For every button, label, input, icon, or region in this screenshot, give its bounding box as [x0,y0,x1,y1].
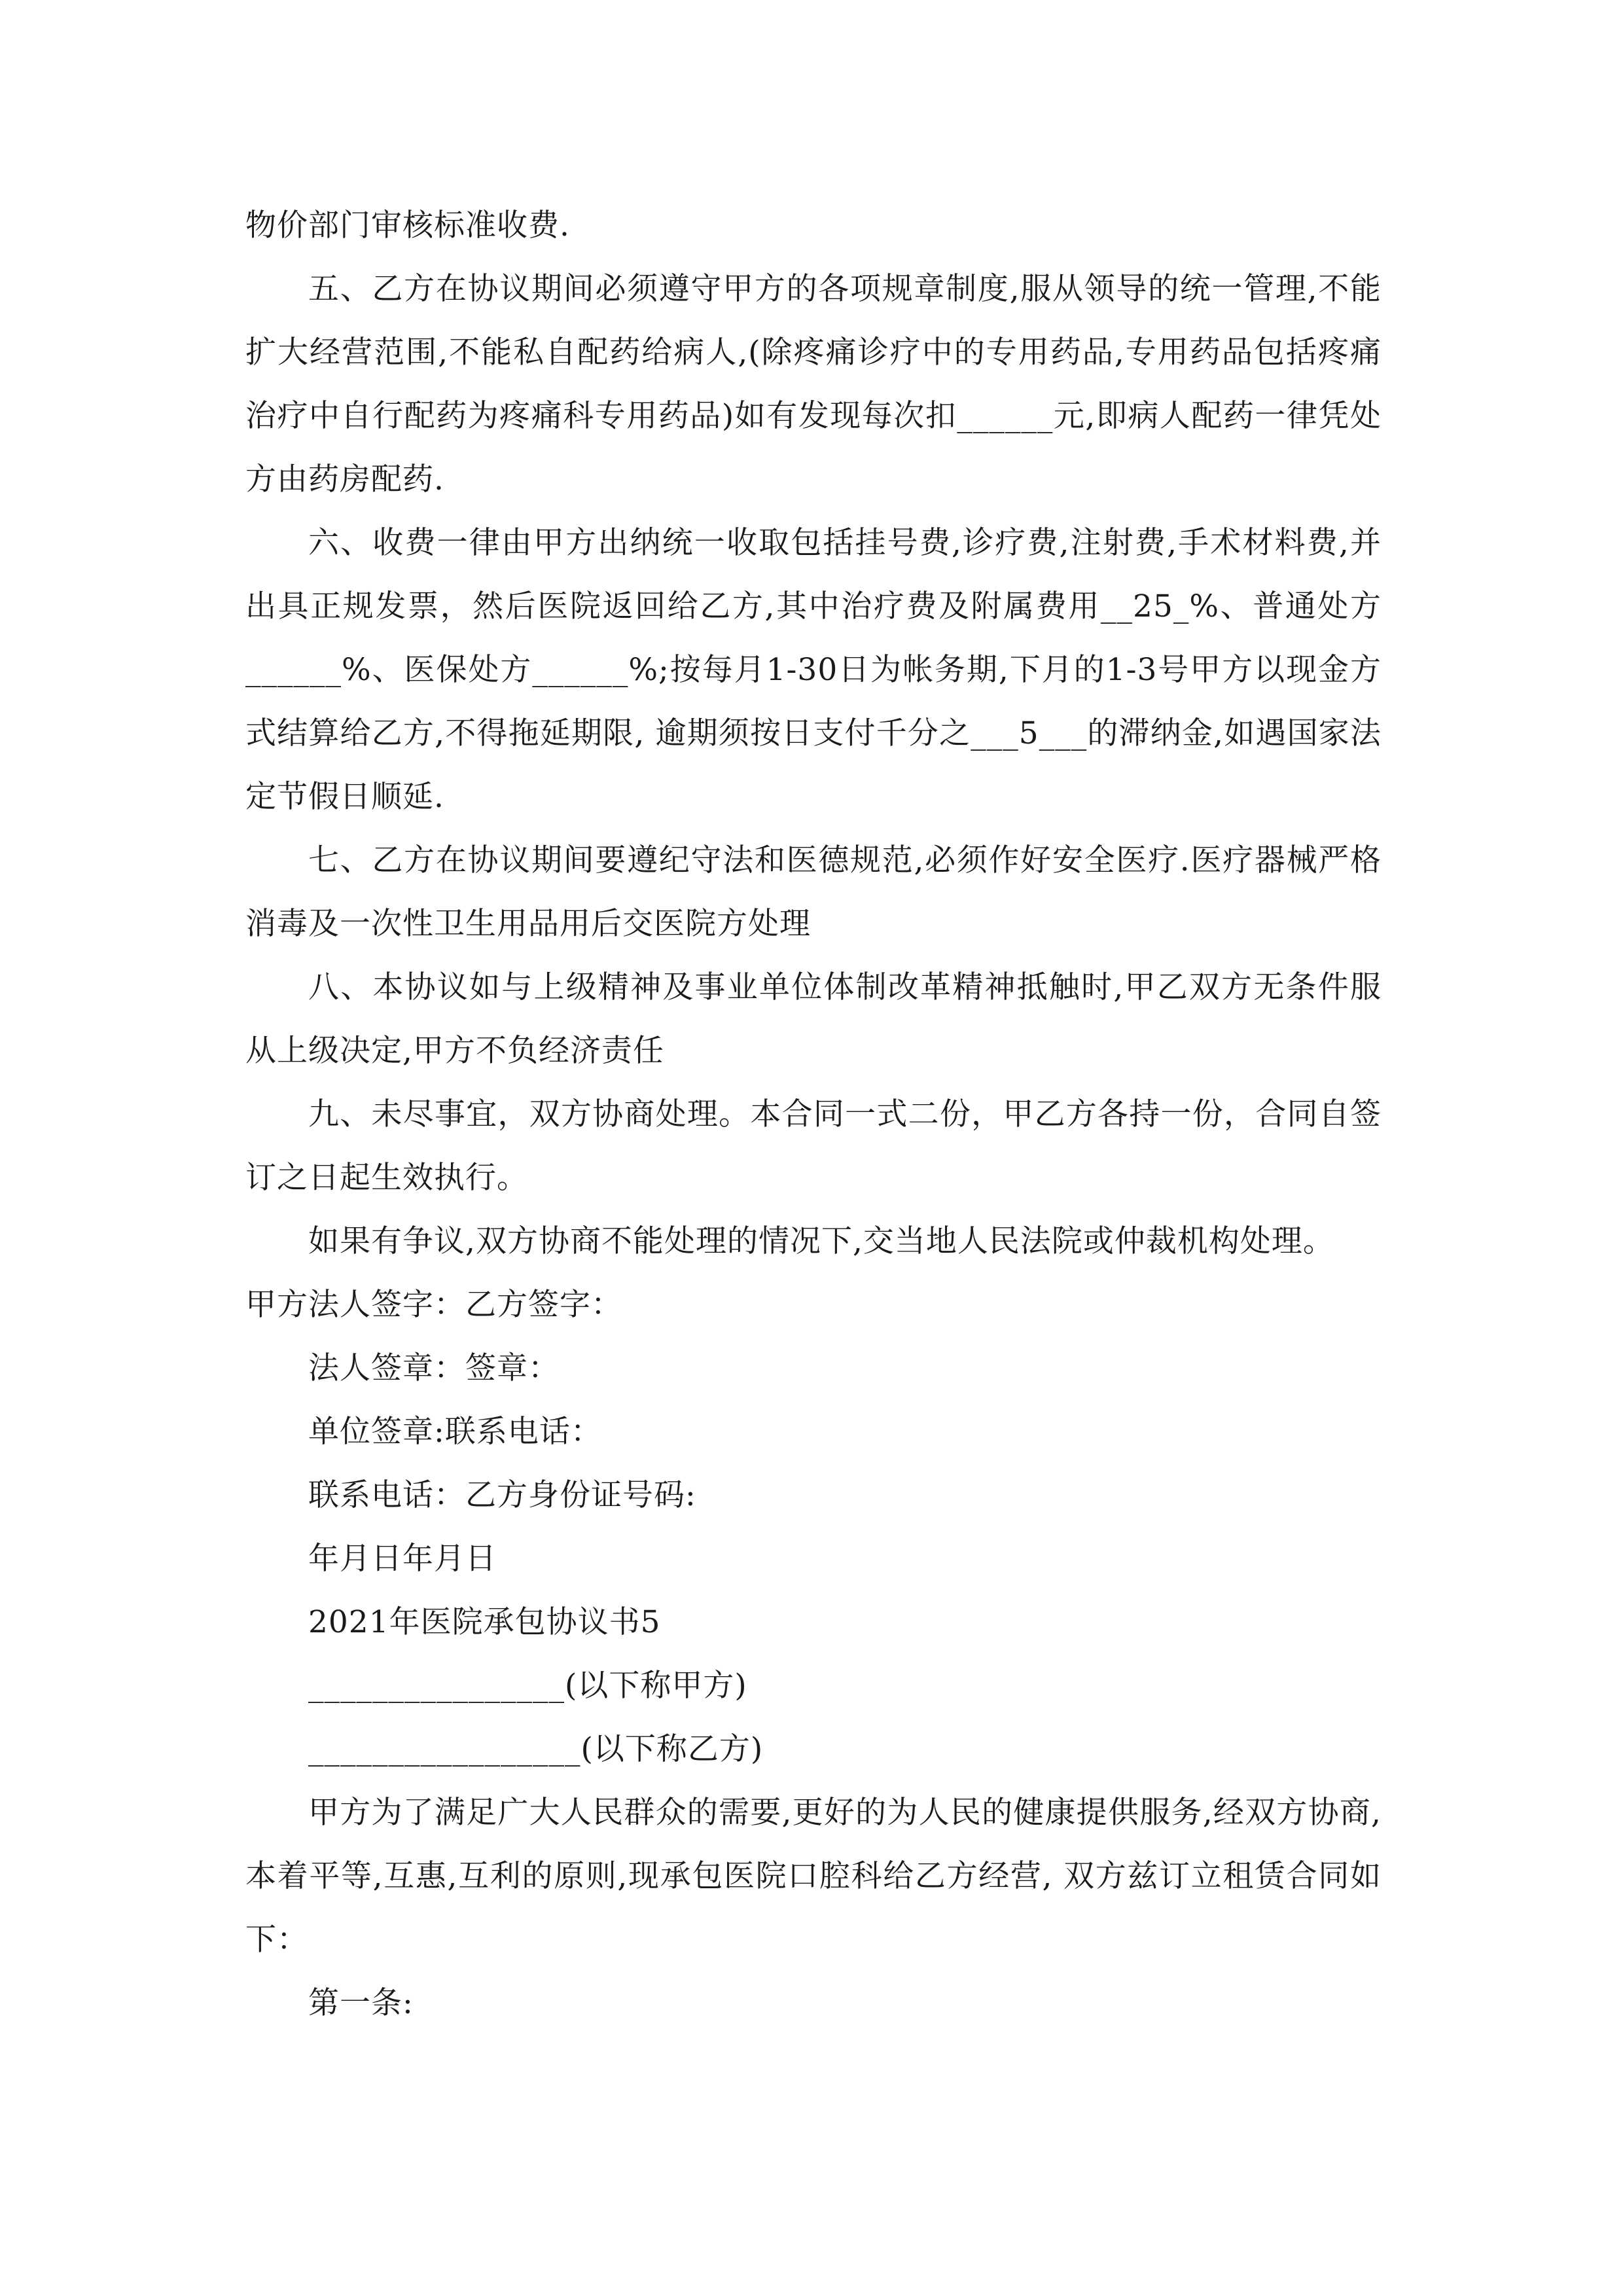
clause-5: 五、乙方在协议期间必须遵守甲方的各项规章制度,服从领导的统一管理,不能扩大经营范围,不能私自配药给病人,(除疼痛诊疗中的专用药品,专用药品包括疼痛治疗中自行配药为疼痛科专用药品)如有发现每次扣______元,即病人配药一律凭处方由药房配药. [245,271,1382,497]
clause-9: 九、未尽事宜，双方协商处理。本合同一式二份，甲乙方各持一份，合同自签订之日起生效执行。 [245,1096,1382,1196]
dispute-clause: 如果有争议,双方协商不能处理的情况下,交当地人民法院或仲裁机构处理。 [308,1223,1334,1259]
party-a-line: ________________(以下称甲方) [308,1668,747,1704]
signature-line-1: 甲方法人签字：乙方签字： [245,1287,622,1323]
party-b-line: _________________(以下称乙方) [308,1731,764,1767]
signature-line-2: 法人签章：签章： [308,1350,560,1386]
article-1-heading: 第一条: [308,1985,414,2021]
date-line: 年月日年月日 [308,1541,497,1577]
clause-8: 八、本协议如与上级精神及事业单位体制改革精神抵触时,甲乙双方无条件服从上级决定,甲方不负经济责任 [245,969,1382,1069]
preamble: 甲方为了满足广大人民群众的需要,更好的为人民的健康提供服务,经双方协商,本着平等,互惠,互利的原则,现承包医院口腔科给乙方经营, 双方兹订立租赁合同如下： [245,1795,1382,1958]
document-body [245,194,1382,2035]
agreement-title: 2021年医院承包协议书5 [308,1604,661,1640]
paragraph-fee-standard: 物价部门审核标准收费. [245,207,570,243]
clause-6: 六、收费一律由甲方出纳统一收取包括挂号费,诊疗费,注射费,手术材料费,并出具正规发票，然后医院返回给乙方,其中治疗费及附属费用__25_%、普通处方______%、医保处方______%;按每月1-30日为帐务期,下月的1-3号甲方以现金方式结算给乙方,不得拖延期限, 逾期须按日支付千分之___5___的滞纳金,如遇国家法定节假日顺延. [245,525,1382,815]
signature-line-3: 单位签章:联系电话： [308,1414,602,1450]
clause-7: 七、乙方在协议期间要遵纪守法和医德规范,必须作好安全医疗.医疗器械严格消毒及一次性卫生用品用后交医院方处理 [245,842,1382,942]
signature-line-4: 联系电话：乙方身份证号码: [308,1477,696,1513]
